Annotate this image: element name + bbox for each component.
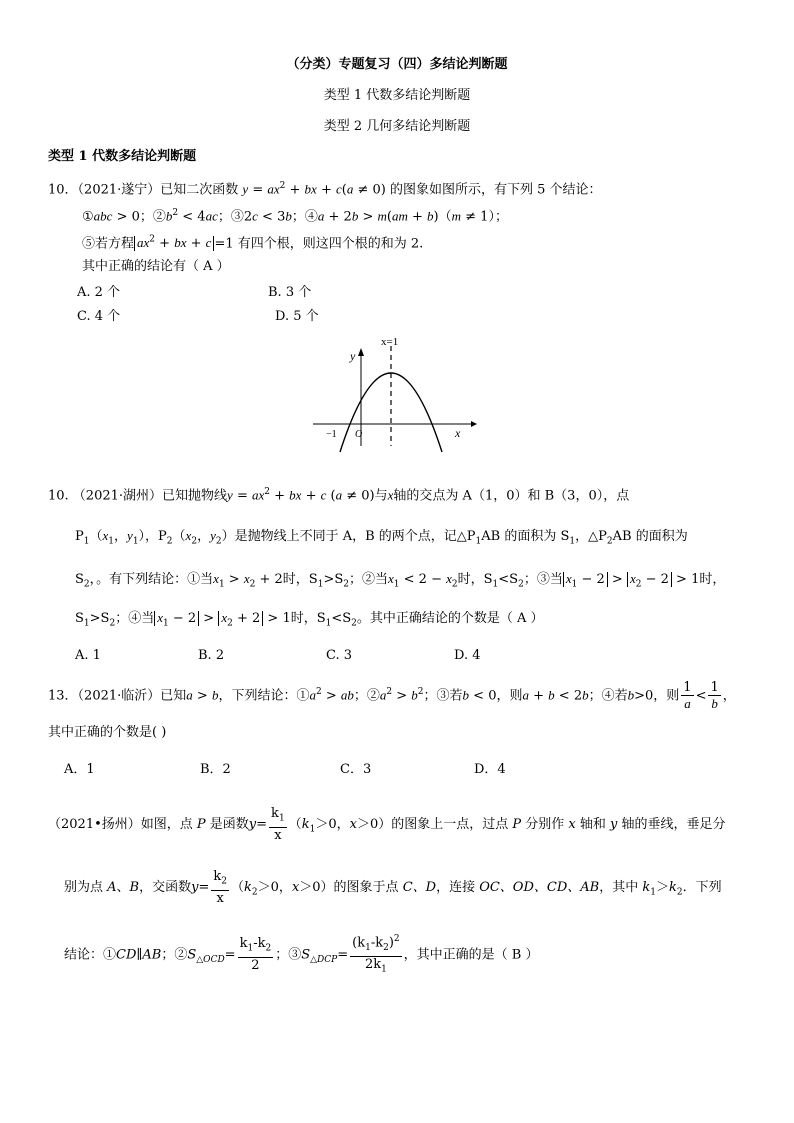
q4-l2c: 、 <box>116 879 130 895</box>
q4-l3a: 结论：① <box>64 947 117 963</box>
q2-l2d: ），P <box>138 529 167 544</box>
q4-l1f: k <box>301 816 310 832</box>
q4-l1e: （ <box>288 816 302 832</box>
q4-l2k: ＞0）的图象于点 <box>299 879 403 895</box>
q4-l2m: ，连接 <box>436 879 480 895</box>
q4-l2b: A <box>107 879 117 895</box>
q3-option-b: B．2 <box>200 762 231 777</box>
q1-option-a: A. 2 个 <box>77 285 121 300</box>
q2-l1c: 轴的交点为 A（1，0）和 B（3，0），点 <box>393 488 630 504</box>
q3-l1c: ；② <box>353 688 380 704</box>
q4-l3i: △DCP <box>310 954 338 965</box>
q2-l3i: 时， <box>699 572 726 587</box>
q2-l3c: 时，S <box>282 572 318 587</box>
neg-one-label: −1 <box>326 429 337 440</box>
q3-option-d: D．4 <box>474 762 506 777</box>
q2-line-1: 10. （2021·湖州）已知抛物线$y = ax^2$ + bx + c (a ≠ 0)与x轴的交点为 A（1，0）和 B（3，0），点 <box>48 487 630 504</box>
q2-option-c: C. 3 <box>326 648 353 663</box>
q4-l2f: y <box>191 879 199 895</box>
q3-option-c: C．3 <box>340 762 372 777</box>
origin-label: O <box>355 429 363 440</box>
q4-l2j: x <box>291 879 300 895</box>
q1-ask: 其中正确的结论有（ A ） <box>82 259 230 274</box>
q4-l2n: OC、OD、CD、AB <box>479 879 600 895</box>
q4-l2e: ，交函数 <box>139 879 192 895</box>
q2-l2a: P <box>75 529 84 544</box>
q2-l1a: 10. （2021·湖州）已知抛物线 <box>48 488 228 504</box>
q3-l1d: ；③若 <box>423 688 463 704</box>
q4-l2g: （ <box>231 879 245 895</box>
q2-l2j: AB 的面积为 <box>612 529 688 544</box>
q4-frac-two-den: 2 <box>251 958 260 974</box>
q2-line-3: $S_2$，。有下列结论：①当$x_1 > x_2 + 2$时，$S_1>S_2$；②当$x_1 < 2 - x_2$时，$S_1<S_2$；③当 $x_1 - 2 > x_2 - 2 > 1$时， <box>75 571 726 590</box>
q4-l2q: ＞ <box>655 879 669 895</box>
q4-frac-k2-num: k <box>213 869 222 884</box>
q4-l1i: ＞0）的图象上一点，过点 <box>356 816 513 832</box>
q2-l4d: 时，S <box>290 611 326 626</box>
q2-l3a: S <box>75 572 84 587</box>
q4-l3g: ；③ <box>275 947 302 963</box>
q4-l1a: （2021•扬州）如图，点 <box>48 816 197 832</box>
q4-line-1: （2021•扬州）如图，点 P 是函数y= $\frac{k_1}{x}$ （$k_1>0$，x＞0）的图象上一点，过点 P 分别作 x 轴和 y 轴的垂线，垂足分 <box>48 806 726 843</box>
q1-c4: ；④ <box>291 209 318 225</box>
q2-l4f: 。其中正确结论的个数是（ A ） <box>356 611 544 626</box>
q2-l3b: ，。有下列结论：①当 <box>89 572 214 587</box>
q1-c2: ；② <box>139 209 166 225</box>
q4-l1l: x <box>568 816 576 832</box>
q2-l3e: ；②当 <box>348 572 388 587</box>
q3-l1b: ，下列结论：① <box>218 688 310 704</box>
q4-l2i: ＞0， <box>257 879 292 895</box>
q4-l3k: ，其中正确的是（ B ） <box>403 947 539 963</box>
q2-l4e: <S <box>331 611 352 626</box>
q3-l1g: ，则 <box>653 688 680 704</box>
q2-line-2: $P_1(x_1$，$y_1$），$P_2(x_2$，$y_2$）是抛物线上不同于 A，B 的两个点，记$\triangle P_1AB$ 的面积为 $S_1$，$\triangle P_2AB$ 的面积为 <box>75 528 688 547</box>
q1-parabola-graph <box>305 334 480 454</box>
q4-l1m: 轴和 <box>575 816 610 832</box>
symmetry-axis-label: x=1 <box>381 336 399 348</box>
q2-l2b: （ <box>89 529 103 544</box>
q3-line-1: 13．（2021·临沂）已知a > b，下列结论：$①a^2$ > ab；$②a^2 > b^2$；③若b < 0，则a + b < 2b；④若b>0，则 $\frac{1}{a}$ < $\frac{1}{b}$ ， <box>48 680 736 711</box>
q1-stem: 10．（2021·遂宁）已知二次函数 $y = ax^2$ + bx + c(a ≠ 0) 的图象如图所示，有下列 5 个结论： <box>48 181 602 198</box>
q4-l2l: C、D <box>402 879 437 895</box>
q4-frac-diff-k1: k <box>239 936 248 952</box>
q4-frac-k1-num: k <box>271 806 279 821</box>
q4-frac-x-den2: x <box>216 890 224 906</box>
q4-l1c: 是函数 <box>205 816 249 832</box>
x-axis-label: x <box>455 426 461 440</box>
q1-conclusions-1-4: ①abc > 0；$②b^2 < 4ac$；③2c < 3b；④a + 2b > m(am + b)（m ≠ 1）； <box>82 208 508 225</box>
q4-l1d: y <box>248 816 257 832</box>
q1-conclusion-5: ⑤若方程 $ax^2$ + bx + c =1 有四个根，则这四个根的和为 2. <box>82 235 424 252</box>
q3-l1h: ， <box>722 688 736 704</box>
q2-l2h: AB 的面积为 S <box>481 529 570 544</box>
y-axis-arrow <box>358 348 364 356</box>
q2-line-4: $S_1>S_2$；④当 $x_1 - 2 > x_2 + 2 > 1$时，$S_1<S_2$。其中正确结论的个数是（ A ） <box>75 610 544 629</box>
q4-l2h: k <box>244 879 252 895</box>
q2-option-b: B. 2 <box>198 648 225 663</box>
q2-l2f: ， <box>197 529 211 544</box>
q4-l1j: P <box>512 816 522 832</box>
q2-l4b: >S <box>89 611 110 626</box>
q2-option-a: A. 1 <box>75 648 101 663</box>
q3-line-2: 其中正确的个数是( ) <box>48 725 167 740</box>
q4-l3h: S <box>301 947 311 963</box>
q4-l3f: = <box>224 947 236 963</box>
q2-l2g: ）是抛物线上不同于 A，B 的两个点，记△P <box>221 529 476 544</box>
q2-l3g: <S <box>498 572 519 587</box>
q1-c5: （ <box>438 209 452 225</box>
q2-option-d: D. 4 <box>454 648 481 663</box>
q3-l1e: ，则 <box>496 688 523 704</box>
q1-option-b: B. 3 个 <box>268 285 312 300</box>
q4-l3e: △OCD <box>196 954 225 965</box>
q3-l1a: 13．（2021·临沂）已知 <box>48 688 187 704</box>
q4-l2s: ．下列 <box>682 879 722 895</box>
document-title: （分类）专题复习（四）多结论判断题 <box>286 57 508 72</box>
q4-frac-sq-open: (k <box>352 935 366 951</box>
q4-l1n: y <box>609 816 618 832</box>
q2-l2c: ， <box>114 529 128 544</box>
q4-l2a: 别为点 <box>64 879 108 895</box>
q4-line-3: 结论：①CD∥AB；$②S_{\triangle OCD}=$ $\frac{k_1-k_2}{2}$ ；$③S_{\triangle DCP}=$ $\frac{(k_1-k_2)^2}{2k_1}$ ，其中正确的是（ B ） <box>64 934 539 975</box>
q4-l3j: = <box>337 947 349 963</box>
q4-frac-x-den1: x <box>274 827 282 843</box>
x-axis-arrow <box>471 421 477 427</box>
q4-l1g: ＞0， <box>315 816 350 832</box>
q1-prefix: 10．（2021·遂宁）已知二次函数 <box>48 182 239 198</box>
q2-l2e: （ <box>172 529 186 544</box>
q2-l1b: 与 <box>374 488 388 504</box>
q4-l3b: CD∥AB <box>116 947 162 963</box>
q1-c7a: ⑤若方程 <box>82 236 135 252</box>
q2-l3f: 时，S <box>457 572 493 587</box>
q4-l2r: k <box>668 879 677 895</box>
toc-type-1: 类型 1 代数多结论判断题 <box>323 88 471 103</box>
q4-l1k: 分别作 <box>521 816 569 832</box>
q1-suffix: 的图象如图所示，有下列 5 个结论： <box>390 182 602 198</box>
q1-option-d: D. 5 个 <box>275 309 319 324</box>
y-axis-label: y <box>350 349 356 363</box>
q4-l1h: x <box>349 816 357 832</box>
q4-l2o: ，其中 <box>599 879 643 895</box>
q1-c6: ）； <box>488 209 508 225</box>
q1-option-c: C. 4 个 <box>77 309 121 324</box>
q1-c3: ；③ <box>217 209 244 225</box>
toc-type-2: 类型 2 几何多结论判断题 <box>323 119 471 134</box>
q2-l3h: ；③当 <box>523 572 563 587</box>
q4-frac-2k1-den: 2k <box>364 956 382 972</box>
q4-l2p: k <box>642 879 651 895</box>
q1-c1: ① <box>82 209 94 225</box>
q4-l3d: S <box>187 947 197 963</box>
q2-l4a: S <box>75 611 84 626</box>
q4-l3c: ；② <box>161 947 188 963</box>
q3-option-a: A．1 <box>64 762 95 777</box>
q4-l1b: P <box>196 816 206 832</box>
q1-c7b: =1 有四个根，则这四个根的和为 2. <box>214 236 424 252</box>
q3-l1f: ；④若 <box>588 688 628 704</box>
q2-l3d: >S <box>323 572 344 587</box>
section-heading-type-1: 类型 1 代数多结论判断题 <box>48 149 197 164</box>
q4-l1o: 轴的垂线，垂足分 <box>617 816 726 832</box>
q4-l2d: B <box>129 879 140 895</box>
q2-l2i: ，△P <box>575 529 607 544</box>
q4-line-2: 别为点 A、B，交函数y= $\frac{k_2}{x}$ （$k_2>0$，x＞0）的图象于点 C、D，连接 OC、OD、CD、AB，其中 $k_1>k_2$．下列 <box>64 869 722 906</box>
q2-l4c: ；④当 <box>115 611 155 626</box>
